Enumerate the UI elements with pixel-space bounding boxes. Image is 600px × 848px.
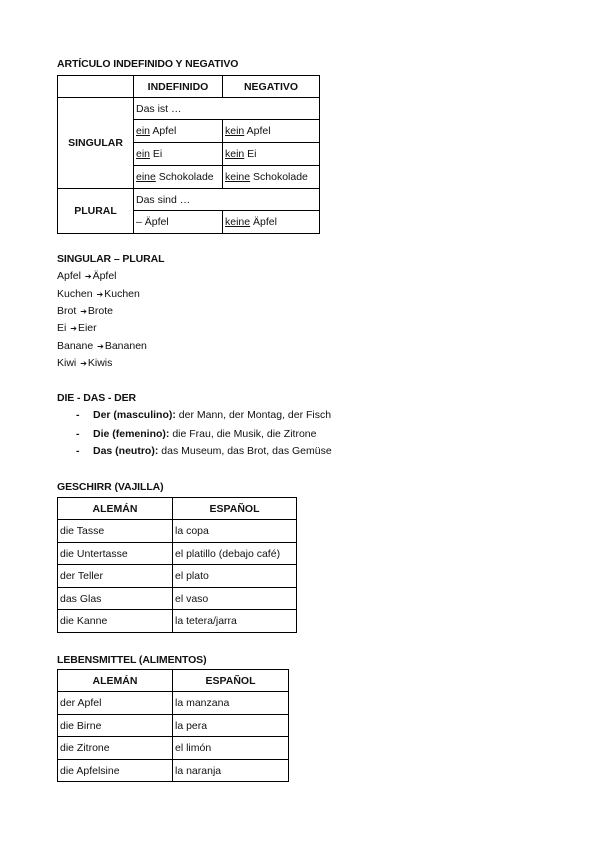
aleman-cell: die Untertasse: [58, 543, 173, 565]
col-header-espanol: ESPAÑOL: [173, 498, 297, 520]
noun-word: Apfel: [244, 125, 271, 137]
espanol-cell: la pera: [173, 715, 289, 737]
lebensmittel-title: LEBENSMITTEL (ALIMENTOS): [57, 654, 207, 666]
list-item: [57, 340, 147, 352]
singular-word: Ei: [57, 322, 67, 334]
espanol-cell: la manzana: [173, 692, 289, 715]
geschirr-title: GESCHIRR (VAJILLA): [57, 481, 164, 493]
noun-word: Äpfel: [250, 216, 277, 228]
indefinido-cell: [134, 120, 223, 143]
col-header-espanol: ESPAÑOL: [173, 670, 289, 692]
list-item: [57, 288, 140, 300]
arrow-icon: ➔: [96, 290, 104, 299]
gender-examples: das Museum, das Brot, das Gemüse: [158, 445, 332, 457]
plural-word: Kuchen: [104, 288, 140, 300]
aleman-cell: das Glas: [58, 588, 173, 610]
plural-word: Kiwis: [87, 357, 113, 369]
indefinido-cell: [134, 143, 223, 166]
articulo-title: ARTÍCULO INDEFINIDO Y NEGATIVO: [57, 58, 239, 70]
bullet-dash: -: [76, 428, 80, 440]
espanol-cell: el limón: [173, 737, 289, 760]
plural-label: PLURAL: [58, 189, 134, 234]
aleman-cell: der Apfel: [58, 692, 173, 715]
bullet-dash: -: [76, 409, 80, 421]
singular-intro: Das ist …: [134, 98, 320, 120]
noun-word: Ei: [150, 148, 163, 160]
singular-label: SINGULAR: [58, 98, 134, 189]
table-row: [58, 760, 289, 782]
plural-word: Äpfel: [92, 270, 117, 282]
plural-intro: Das sind …: [134, 189, 320, 211]
aleman-cell: die Apfelsine: [58, 760, 173, 782]
indefinido-cell: – Äpfel: [134, 211, 223, 234]
singular-word: Brot: [57, 305, 77, 317]
espanol-cell: la naranja: [173, 760, 289, 782]
arrow-icon: ➔: [80, 359, 87, 368]
aleman-cell: die Tasse: [58, 520, 173, 543]
negativo-cell: [223, 211, 320, 234]
table-row: [58, 565, 297, 588]
col-header-aleman: ALEMÁN: [58, 670, 173, 692]
article-word: kein: [225, 125, 245, 137]
list-item: [57, 357, 112, 369]
espanol-cell: el platillo (debajo café): [173, 543, 297, 565]
aleman-cell: die Kanne: [58, 610, 173, 633]
table-row: [58, 588, 297, 610]
table-row: [58, 692, 289, 715]
plural-word: Bananen: [104, 340, 147, 352]
table-row: [58, 737, 289, 760]
gender-examples: die Frau, die Musik, die Zitrone: [169, 428, 317, 440]
list-item: [76, 409, 331, 421]
list-item: [76, 445, 332, 457]
espanol-cell: el vaso: [173, 588, 297, 610]
singular-word: Banane: [57, 340, 94, 352]
plural-word: Eier: [77, 322, 97, 334]
list-item: [57, 305, 113, 317]
article-word: kein: [225, 148, 245, 160]
col-header-aleman: ALEMÁN: [58, 498, 173, 520]
list-item: [76, 428, 316, 440]
table-row: [58, 610, 297, 633]
geschirr-table: [57, 497, 297, 633]
article-word: ein: [136, 148, 151, 160]
noun-word: Schokolade: [155, 171, 214, 183]
article-word: keine: [225, 171, 251, 183]
article-word: eine: [136, 171, 156, 183]
articulo-table: [57, 75, 320, 234]
negativo-cell: [223, 143, 320, 166]
bullet-dash: -: [76, 445, 80, 457]
empty-header-cell: [58, 76, 134, 98]
gender-term: Die (femenino):: [93, 428, 170, 440]
noun-word: Schokolade: [250, 171, 308, 183]
noun-word: Ei: [244, 148, 257, 160]
die-das-der-title: DIE - DAS - DER: [57, 392, 137, 404]
espanol-cell: la tetera/jarra: [173, 610, 297, 633]
aleman-cell: die Birne: [58, 715, 173, 737]
list-item: [57, 322, 97, 334]
article-word: ein: [136, 125, 151, 137]
negativo-cell: [223, 120, 320, 143]
negativo-cell: [223, 166, 320, 189]
col-header-indefinido: INDEFINIDO: [134, 76, 223, 98]
singular-word: Kuchen: [57, 288, 93, 300]
plural-word: Brote: [87, 305, 113, 317]
table-row: [58, 520, 297, 543]
article-word: keine: [225, 216, 251, 228]
arrow-icon: ➔: [70, 324, 77, 333]
arrow-icon: ➔: [84, 272, 92, 281]
singular-plural-title: SINGULAR – PLURAL: [57, 253, 165, 265]
indefinido-cell: [134, 166, 223, 189]
arrow-icon: ➔: [80, 307, 87, 316]
espanol-cell: la copa: [173, 520, 297, 543]
singular-word: Kiwi: [57, 357, 77, 369]
aleman-cell: die Zitrone: [58, 737, 173, 760]
aleman-cell: der Teller: [58, 565, 173, 588]
col-header-negativo: NEGATIVO: [223, 76, 320, 98]
list-item: [57, 270, 117, 282]
gender-examples: der Mann, der Montag, der Fisch: [175, 409, 332, 421]
gender-term: Der (masculino):: [93, 409, 176, 421]
lebensmittel-table: [57, 669, 289, 782]
table-row: [58, 715, 289, 737]
table-row: [58, 543, 297, 565]
arrow-icon: ➔: [97, 342, 104, 351]
gender-term: Das (neutro):: [93, 445, 159, 457]
espanol-cell: el plato: [173, 565, 297, 588]
noun-word: Apfel: [150, 125, 177, 137]
singular-word: Apfel: [57, 270, 81, 282]
